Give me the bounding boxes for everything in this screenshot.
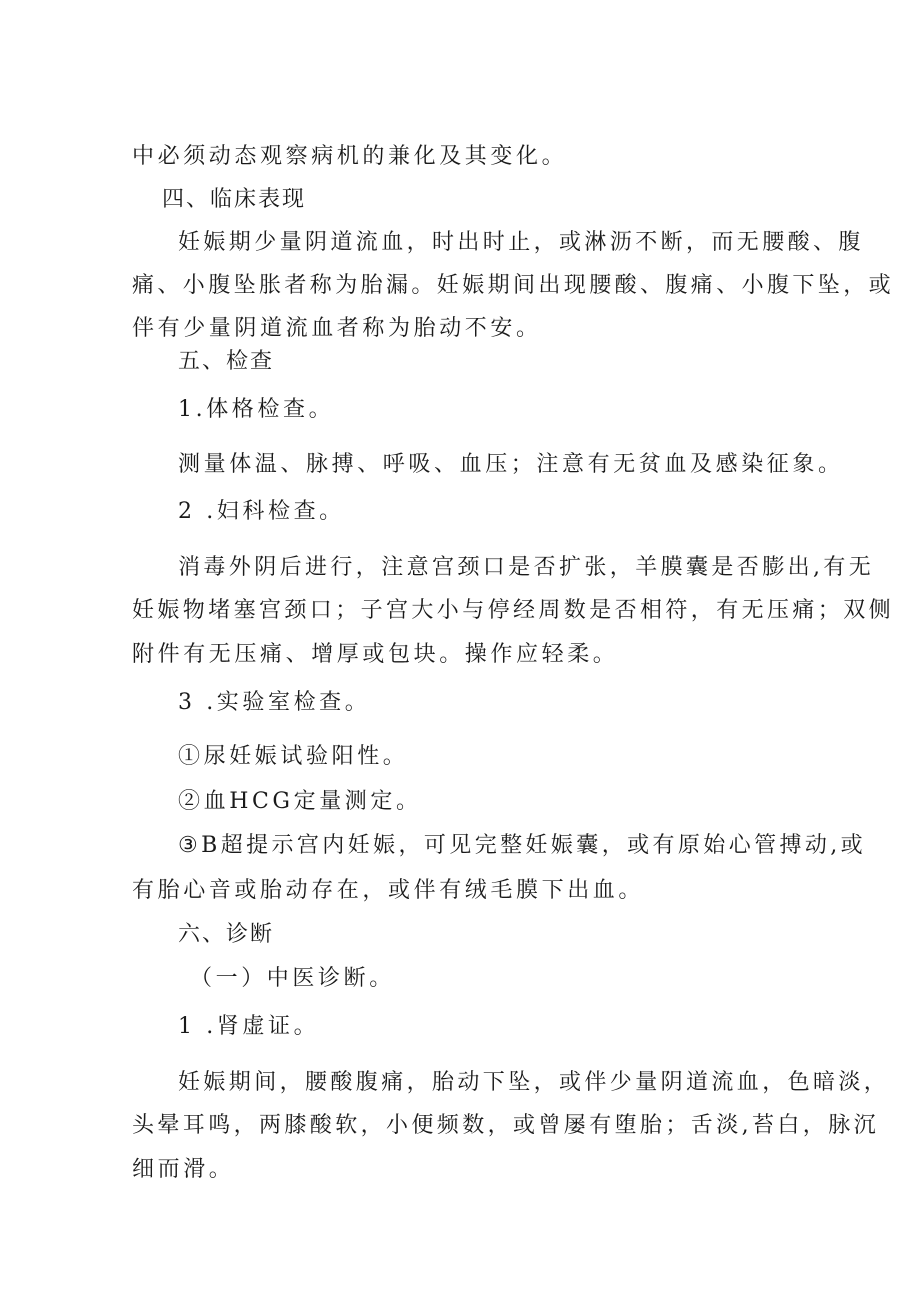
section-heading: 四、临床表现 (162, 187, 307, 212)
paragraph-line: 有胎心音或胎动存在，或伴有绒毛膜下出血。 (132, 878, 645, 903)
paragraph-line: 妊娠期少量阴道流血，时出时止，或淋沥不断，而无腰酸、腹 (178, 230, 864, 255)
section-heading: 五、检查 (178, 349, 275, 374)
subsection-heading: 1 .肾虚证。 (178, 1014, 320, 1039)
paragraph-line: 头晕耳鸣，两膝酸软，小便频数，或曾屡有堕胎；舌淡,苔白，脉沉 (132, 1113, 879, 1138)
paragraph-line: 妊娠物堵塞宫颈口；子宫大小与停经周数是否相符，有无压痛；双侧 (132, 598, 895, 623)
paragraph-line: 消毒外阴后进行，注意宫颈口是否扩张，羊膜囊是否膨出,有无 (178, 555, 875, 580)
subsection-heading: 3 .实验室检查。 (178, 690, 371, 715)
list-item: ③B超提示宫内妊娠，可见完整妊娠囊，或有原始心管搏动,或 (178, 833, 867, 858)
paragraph-line: 伴有少量阴道流血者称为胎动不安。 (132, 316, 542, 341)
paragraph-line: 附件有无压痛、增厚或包块。操作应轻柔。 (132, 642, 619, 667)
list-item: ①尿妊娠试验阳性。 (178, 744, 409, 769)
list-item: ②血HCG定量测定。 (178, 789, 422, 814)
paragraph-line: 测量体温、脉搏、呼吸、血压；注意有无贫血及感染征象。 (178, 452, 844, 477)
paragraph-line: 妊娠期间，腰酸腹痛，胎动下坠，或伴少量阴道流血，色暗淡， (178, 1070, 890, 1095)
paragraph-line: 细而滑。 (132, 1157, 235, 1182)
subsection-heading: 2 .妇科检查。 (178, 499, 345, 524)
section-heading: 六、诊断 (178, 922, 275, 947)
text-line: 中必须动态观察病机的兼化及其变化。 (132, 144, 568, 169)
subsection-heading: （一）中医诊断。 (190, 966, 395, 991)
subsection-heading: 1.体格检查。 (178, 397, 335, 422)
paragraph-line: 痛、小腹坠胀者称为胎漏。妊娠期间出现腰酸、腹痛、小腹下坠，或 (132, 273, 895, 298)
